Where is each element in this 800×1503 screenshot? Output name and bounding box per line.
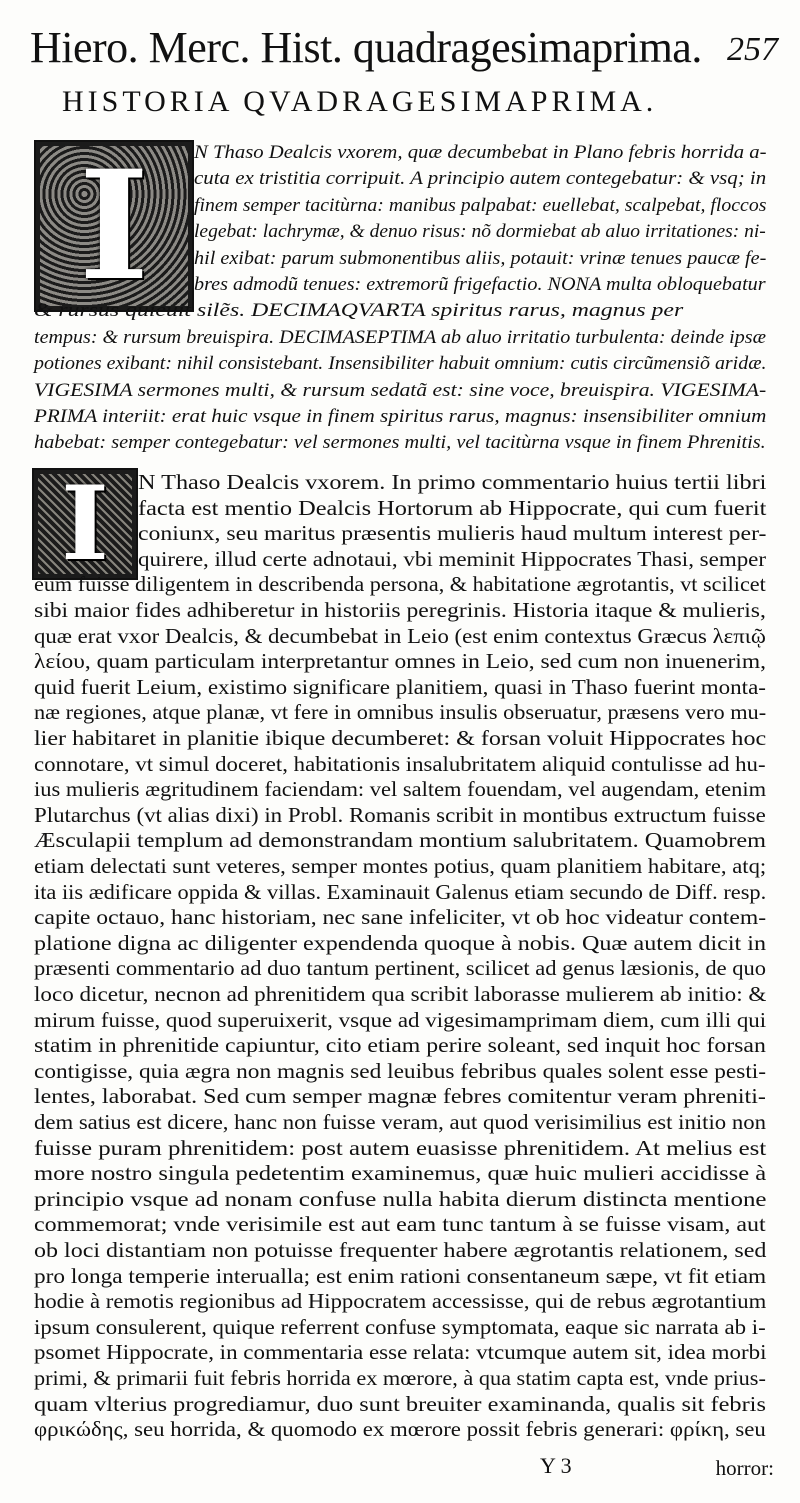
case-text-line: PRIMA interiit: erat huic vsque in finem spiritus rarus, magnus: insensibiliter omnium: [34, 406, 767, 427]
case-text-line: tempus: & rursum breuispira. DECIMASEPTIMA ab aluo irritatio turbulenta: deinde ipsæ: [34, 326, 766, 348]
commentary-line: quirere, illud certe adnotaui, vbi meminit Hippocrates Thasi, semper: [138, 546, 767, 571]
commentary-line: eum fuisse diligentem in describenda persona, & habitatione ægrotantis, vt scilicet: [34, 572, 766, 597]
case-text-line: legebat: lachrymæ, & denuo risus: nõ dormiebat ab aluo irritationes: ni-: [194, 221, 766, 243]
commentary-line: ita iis ædificare oppida & villas. Examinauit Galenus etiam secundo de Diff. resp.: [34, 879, 767, 904]
commentary-line: quam vlterius progrediamur, duo sunt breuiter examinanda, qualis sit febris: [34, 1391, 766, 1416]
commentary-line: connotare, vt simul doceret, habitationis insalubritatem aliquid contulisse ad hu-: [34, 751, 766, 776]
commentary-line: N Thaso Dealcis vxorem. In primo commentario huius tertii libri: [138, 470, 767, 494]
case-text-line: & rursus quieuit silẽs. DECIMAQVARTA spiritus rarus, magnus per: [34, 300, 684, 322]
commentary-line: præsenti commentario ad duo tantum pertinent, scilicet ad genus læsionis, de quo: [34, 956, 766, 981]
case-text-line: habebat: semper contegebatur: vel sermones multi, vel tacitùrna vsque in finem Phrenitis.: [34, 432, 766, 454]
commentary-line: pro longa temperie interualla; est enim rationi consentaneum sæpe, vt fit etiam: [34, 1263, 767, 1288]
commentary-line: lentes, laborabat. Sed cum semper magnæ febres comitentur veram phreniti-: [34, 1084, 766, 1109]
case-text: [34, 140, 766, 460]
commentary-line: mirum fuisse, quod superuixerit, vsque ad vigesimamprimam diem, cum illi qui: [34, 1007, 767, 1032]
case-text-line: cuta ex tristitia corripuit. A principio autem contegebatur: & vsq; in: [194, 168, 767, 190]
running-head: Hiero. Merc. Hist. quadragesimaprima.: [30, 23, 702, 72]
commentary-line: λείου, quam particulam interpretantur omnes in Leio, sed cum non inuenerim,: [34, 649, 766, 674]
case-text-line: potiones exibant: nihil consistebant. Insensibiliter habuit omnium: cutis circũmensiõ aridæ.: [34, 353, 767, 375]
case-text-line: finem semper tacitùrna: manibus palpabat: euellebat, scalpebat, floccos: [194, 194, 767, 216]
commentary-line: lier habitaret in planitie ibique decumberet: & forsan voluit Hippocrates hoc: [34, 726, 767, 750]
commentary-line: etiam delectati sunt veteres, semper montes potius, quam planitiem habitare, atq;: [34, 854, 767, 878]
case-text-line: VIGESIMA sermones multi, & rursum sedatã est: sine voce, breuispira. VIGESIMA-: [34, 379, 767, 401]
drop-cap-letter: I: [78, 140, 150, 312]
section-title: HISTORIA QVADRAGESIMAPRIMA.: [62, 85, 658, 118]
commentary-line: quid fuerit Leium, existimo significare planitiem, quasi in Thaso fuerint monta-: [34, 674, 766, 699]
catchword: horror:: [715, 1456, 774, 1480]
commentary-line: ob loci distantiam non potuisse frequenter habere ægrotantis relationem, sed: [34, 1238, 767, 1262]
commentary-line: platione digna ac diligenter expendenda quoque à nobis. Quæ autem dicit in: [34, 930, 766, 955]
commentary-line: statim in phrenitide capiuntur, cito etiam perire soleant, sed inquit hoc forsan: [34, 1033, 766, 1058]
commentary-line: dem satius est dicere, hanc non fuisse veram, aut quod verisimilius est initio non: [34, 1110, 766, 1134]
commentary-line: loco dicetur, necnon ad phrenitidem qua scribit laborasse mulierem ab initio: &: [34, 982, 767, 1006]
commentary-line: coniunx, seu maritus præsentis mulieris haud multum interest per-: [138, 521, 767, 546]
commentary-line: principio vsque ad nonam confuse nulla habita dierum distincta mentione: [34, 1186, 767, 1211]
commentary-line: hodie à remotis regionibus ad Hippocratem accessisse, qui de rebus ægrotantium: [34, 1289, 767, 1314]
commentary-line: φρικώδης, seu horrida, & quomodo ex mœrore possit febris generari: φρίκη, seu: [34, 1417, 766, 1442]
commentary-line: primi, & primarii fuit febris horrida ex mœrore, à qua statim capta est, vnde prius-: [34, 1366, 766, 1390]
commentary-line: ipsum consulerent, quique referrent confuse symptomata, eaque sic narrata ab i-: [34, 1314, 766, 1339]
commentary-line: more nostro singula pedetentim examinemus, quæ huic mulieri accidisse à: [34, 1161, 767, 1186]
page-footer: [0, 1452, 800, 1492]
signature-mark: Y 3: [540, 1453, 572, 1478]
commentary-line: ius mulieris ægritudinem faciendam: vel saltem fouendam, vel augendam, etenim: [34, 777, 767, 802]
commentary-line: fuisse puram phrenitidem: post autem euasisse phrenitidem. At melius est: [34, 1135, 767, 1160]
commentary-text: [34, 468, 766, 1452]
case-text-line: bres admodũ tenues: extremorũ frigefactio. NONA multa obloquebatur: [194, 274, 766, 295]
page-number: 257: [727, 31, 778, 68]
commentary-line: Æsculapii templum ad demonstrandam montium salubritatem. Quamobrem: [34, 828, 766, 853]
commentary-line: capite octauo, hanc historiam, nec sane infeliciter, vt ob hoc videatur contem-: [34, 905, 767, 930]
case-text-line: hil exibat: parum submonentibus aliis, potauit: vrinæ tenues paucæ fe-: [194, 247, 767, 269]
page-header: [30, 22, 778, 78]
commentary-line: sibi maior fides adhiberetur in historiis peregrinis. Historia itaque & mulieris,: [34, 598, 766, 622]
commentary-line: Plutarchus (vt alias dixi) in Probl. Romanis scribit in montibus extructum fuisse: [34, 802, 766, 827]
commentary-line: contigisse, quia ægra non magnis sed leuibus febribus quales solent esse pesti-: [34, 1058, 767, 1083]
commentary-line: psomet Hippocrate, in commentaria esse relata: vtcumque autem sit, idea morbi: [34, 1340, 767, 1365]
drop-cap-letter: I: [61, 468, 109, 580]
commentary-line: commemorat; vnde verisimile est aut eam tunc tantum à se fuisse visam, aut: [34, 1212, 766, 1237]
case-text-line: N Thaso Dealcis vxorem, quæ decumbebat in Plano febris horrida a-: [194, 142, 767, 163]
commentary-line: quæ erat vxor Dealcis, & decumbebat in Leio (est enim contextus Græcus λεπιῷ: [34, 623, 766, 648]
commentary-line: facta est mentio Dealcis Hortorum ab Hippocrate, qui cum fuerit: [138, 495, 767, 520]
commentary-line: næ regiones, atque planæ, vt fere in omnibus insulis obseruatur, præsens vero mu-: [34, 700, 767, 725]
